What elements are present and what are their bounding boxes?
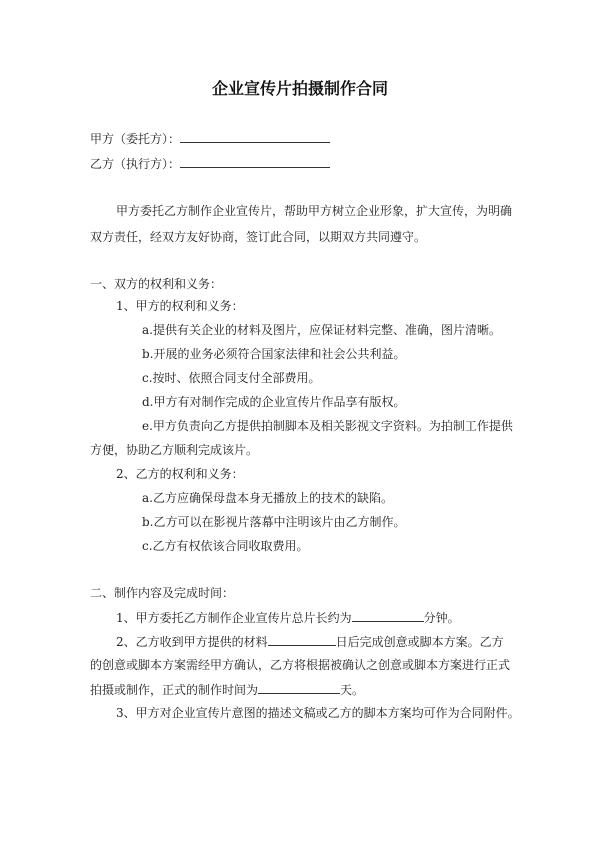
total-length-blank[interactable] — [352, 609, 424, 622]
section-1-heading: 一、双方的权利和义务： — [90, 277, 223, 291]
s2-item-2-line-3-after: 天。 — [340, 683, 365, 697]
document-title: 企业宣传片拍摄制作合同 — [211, 79, 388, 98]
s2-item-2-text-after: 日后完成创意或脚本方案。乙方 — [335, 635, 504, 649]
s2-item-2 — [116, 633, 504, 650]
subsection-2-heading: 2、乙方的权利和义务： — [116, 467, 244, 481]
party-b-line — [90, 155, 330, 172]
s2-item-2-line-3 — [90, 681, 364, 698]
s2-item-1-text-after: 分钟。 — [423, 611, 460, 625]
subsection-1-heading: 1、甲方的权利和义务： — [116, 299, 244, 313]
sub1-item-a: a.提供有关企业的材料及图片，应保证材料完整、准确，图片清晰。 — [142, 323, 501, 337]
intro-paragraph-line-2: 双方责任，经双方友好协商，签订此合同，以期双方共同遵守。 — [90, 230, 427, 244]
sub2-item-b: b.乙方可以在影视片落幕中注明该片由乙方制作。 — [142, 515, 406, 529]
sub1-item-b: b.开展的业务必须符合国家法律和社会公共利益。 — [142, 347, 406, 361]
production-time-blank[interactable] — [258, 681, 340, 694]
section-2-heading: 二、制作内容及完成时间： — [90, 586, 235, 600]
s2-item-2-text-before: 2、乙方收到甲方提供的材料 — [116, 635, 268, 649]
days-after-materials-blank[interactable] — [268, 633, 336, 646]
party-a-blank[interactable] — [180, 130, 330, 143]
sub1-item-e-continued: 方便，协助乙方顺利完成该片。 — [90, 443, 259, 457]
s2-item-3: 3、甲方对企业宣传片意图的描述文稿或乙方的脚本方案均可作为合同附件。 — [116, 706, 520, 720]
party-a-label: 甲方（委托方）： — [90, 132, 181, 146]
sub1-item-e: e.甲方负责向乙方提供拍制脚本及相关影视文字资料。为拍制工作提供 — [142, 419, 513, 433]
sub1-item-c: c.按时、依照合同支付全部费用。 — [142, 371, 321, 385]
party-b-blank[interactable] — [180, 155, 330, 168]
intro-paragraph-line-1: 甲方委托乙方制作企业宣传片，帮助甲方树立企业形象，扩大宣传，为明确 — [116, 204, 513, 218]
s2-item-2-line-2: 的创意或脚本方案需经甲方确认，乙方将根据被确认之创意或脚本方案进行正式 — [90, 658, 511, 672]
party-b-label: 乙方（执行方）： — [90, 157, 181, 171]
sub2-item-a: a.乙方应确保母盘本身无播放上的技术的缺陷。 — [142, 491, 393, 505]
s2-item-2-line-3-before: 拍摄或制作，正式的制作时间为 — [90, 683, 259, 697]
party-a-line — [90, 130, 330, 147]
s2-item-1-text-before: 1、甲方委托乙方制作企业宣传片总片长约为 — [116, 611, 352, 625]
s2-item-1 — [116, 609, 460, 626]
sub1-item-d: d.甲方有对制作完成的企业宣传片作品享有版权。 — [142, 395, 406, 409]
sub2-item-c: c.乙方有权依该合同收取费用。 — [142, 539, 309, 553]
